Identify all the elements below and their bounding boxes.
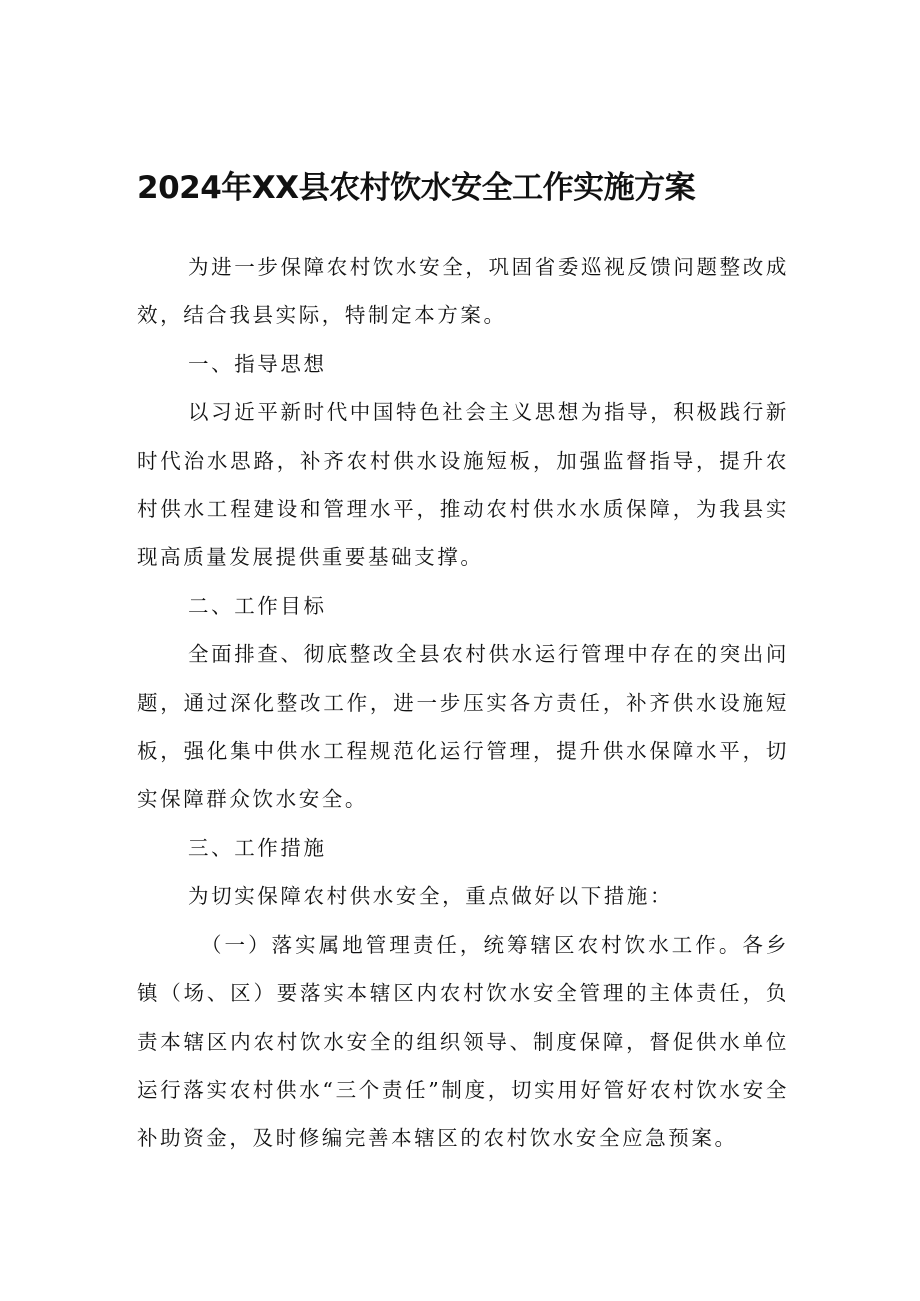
section-heading-work-measures: 三、工作措施 xyxy=(188,835,327,860)
intro-paragraph: 为进一步保障农村饮水安全，巩固省委巡视反馈问题整改成效，结合我县实际，特制定本方案。 xyxy=(137,255,789,328)
section-heading-guiding-ideology: 一、指导思想 xyxy=(188,351,327,376)
section-heading-work-goals: 二、工作目标 xyxy=(188,593,327,618)
measure-item-1-paragraph: （一）落实属地管理责任，统筹辖区农村饮水工作。各乡镇（场、区）要落实本辖区内农村饮水安全管理的主体责任，负责本辖区内农村饮水安全的组织领导、制度保障，督促供水单位运行落实农村供水“三个责任”制度，切实用好管好农村饮水安全补助资金，及时修编完善本辖区的农村饮水安全应急预案。 xyxy=(137,932,789,1151)
work-goals-paragraph: 全面排查、彻底整改全县农村供水运行管理中存在的突出问题，通过深化整改工作，进一步压实各方责任，补齐供水设施短板，强化集中供水工程规范化运行管理，提升供水保障水平，切实保障群众饮水安全。 xyxy=(137,642,789,812)
guiding-ideology-paragraph: 以习近平新时代中国特色社会主义思想为指导，积极践行新时代治水思路，补齐农村供水设施短板，加强监督指导，提升农村供水工程建设和管理水平，推动农村供水水质保障，为我县实现高质量发展提供重要基础支撑。 xyxy=(137,400,789,570)
document-body xyxy=(137,243,789,1163)
document-title: 2024年XX县农村饮水安全工作实施方案 xyxy=(137,170,696,206)
work-measures-intro-paragraph: 为切实保障农村供水安全，重点做好以下措施： xyxy=(188,884,674,909)
